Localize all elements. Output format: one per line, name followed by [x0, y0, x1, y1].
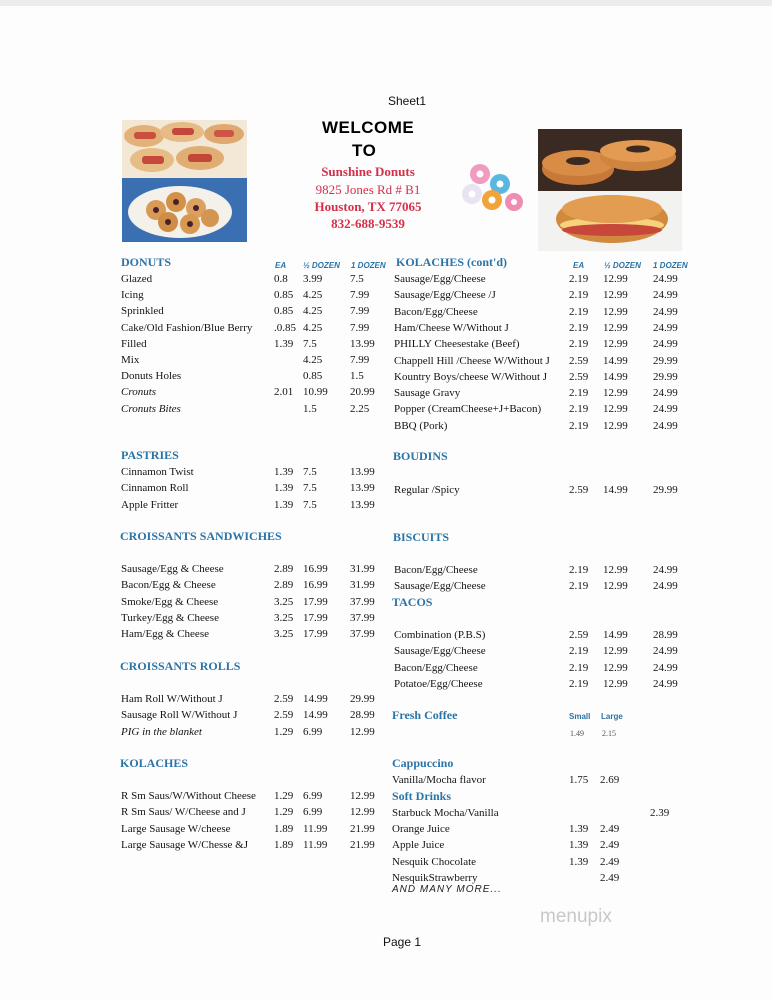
item-name: R Sm Saus/W/Without Cheese [121, 790, 256, 802]
item-price-dozen: 21.99 [350, 838, 375, 851]
item-price-half: 14.99 [603, 370, 628, 383]
item-name: PHILLY Cheesestake (Beef) [394, 338, 520, 351]
item-price-ea: 2.59 [274, 693, 294, 705]
item-price-dozen: 24.99 [653, 677, 678, 690]
coffee-large-label: Large [601, 712, 623, 721]
item-price-ea: 2.19 [569, 645, 589, 658]
col-header-half-right: ½ DOZEN [604, 261, 641, 270]
item-price-ea: 1.29 [274, 806, 294, 819]
item-price-ea: 1.39 [274, 466, 294, 478]
item-name: Sausage/Egg/Cheese [394, 273, 486, 285]
item-name: Kountry Boys/cheese W/Without J [394, 370, 548, 383]
item-price-ea: 2.01 [274, 386, 294, 399]
item-name: Cronuts Bites [121, 402, 181, 415]
item-name: Starbuck Mocha/Vanilla [392, 807, 499, 819]
item-price-dozen: 24.99 [653, 580, 678, 593]
item-name: Sausage/Egg/Cheese [394, 645, 486, 658]
item-price-half: 12.99 [603, 419, 628, 432]
item-name: Combination (P.B.S) [394, 629, 486, 641]
item-price-ea: 2.89 [274, 579, 294, 592]
to-heading: TO [352, 141, 377, 160]
item-name: Bacon/Egg/Cheese [394, 661, 478, 674]
item-name: Apple Fritter [121, 498, 179, 511]
croissant-rolls-title: CROISSANTS ROLLS [120, 659, 241, 673]
item-price-dozen: 7.99 [350, 354, 370, 366]
item-name: Sausage/Egg/Cheese /J [394, 289, 496, 302]
item-price-dozen: 12.99 [350, 806, 375, 819]
item-price-ea: 2.19 [569, 305, 589, 318]
item-price-ea: 2.59 [569, 629, 589, 641]
item-price-ea: 2.19 [569, 289, 589, 302]
item-name: Cronuts [121, 386, 157, 399]
item-price-ea: .0.85 [274, 321, 296, 334]
item-price-ea: 2.19 [569, 580, 589, 593]
item-price-half: 1.5 [303, 402, 317, 415]
item-price-dozen: 37.99 [350, 628, 375, 641]
item-price-dozen: 24.99 [653, 305, 678, 318]
item-price-half: 14.99 [303, 693, 328, 705]
item-name: Apple Juice [392, 839, 445, 852]
item-price-half: 12.99 [603, 305, 628, 318]
item-price-half: 12.99 [603, 403, 628, 416]
item-price-dozen: 12.99 [350, 790, 375, 802]
item-price-dozen: 24.99 [653, 289, 678, 302]
coffee-large-price: 2.15 [602, 729, 616, 738]
item-price-half: 6.99 [303, 725, 323, 738]
item-price-dozen: 24.99 [653, 403, 678, 416]
item-price-ea: 2.59 [569, 484, 589, 496]
cappuccino-title: Cappuccino [392, 756, 454, 770]
item-name: Ham/Cheese W/Without J [394, 321, 509, 334]
item-name: Smoke/Egg & Cheese [121, 595, 219, 608]
item-name: Bacon/Egg & Cheese [121, 579, 216, 592]
item-price-half: 17.99 [303, 595, 328, 608]
item-price-half: 12.99 [603, 321, 628, 334]
item-price-half: 14.99 [603, 484, 628, 496]
welcome-heading: WELCOME [322, 118, 415, 137]
item-price-dozen: 7.99 [350, 289, 370, 302]
item-name: Glazed [121, 273, 153, 285]
item-price-half: 10.99 [303, 386, 328, 399]
item-price-dozen: 24.99 [653, 661, 678, 674]
page-number: Page 1 [383, 935, 422, 949]
item-price-half: 4.25 [303, 354, 323, 366]
item-price-ea: 2.19 [569, 403, 589, 416]
item-price-half: 7.5 [303, 482, 317, 495]
item-price-large: 2.49 [600, 839, 620, 852]
item-price-dozen: 13.99 [350, 482, 375, 495]
sheet-title: Sheet1 [388, 94, 427, 108]
item-price-dozen: 29.99 [653, 484, 678, 496]
item-price-half: 6.99 [303, 790, 323, 802]
item-price-ea: 2.19 [569, 419, 589, 432]
item-price-half: 7.5 [303, 466, 317, 478]
item-price-half: 7.5 [303, 337, 317, 350]
item-price-dozen: 24.99 [653, 338, 678, 351]
item-price-dozen: 20.99 [350, 386, 375, 399]
item-price-ea: 1.89 [274, 822, 294, 835]
item-price-dozen: 29.99 [350, 693, 375, 705]
biscuits-title: BISCUITS [393, 530, 450, 544]
item-price-ea: 1.39 [274, 337, 294, 350]
item-price-dozen: 31.99 [350, 579, 375, 592]
col-header-half-left: ½ DOZEN [303, 261, 340, 270]
item-price-half: 14.99 [603, 629, 628, 641]
item-price-small: 1.39 [569, 855, 589, 868]
item-price-dozen: 28.99 [350, 709, 375, 722]
item-price-dozen: 7.5 [350, 273, 364, 285]
item-name: Filled [121, 337, 147, 350]
item-price-large: 2.49 [600, 855, 620, 868]
item-price-ea: 2.19 [569, 661, 589, 674]
boudins-title: BOUDINS [393, 449, 448, 463]
soft-drinks-title: Soft Drinks [392, 789, 452, 803]
coffee-small-price: 1.49 [570, 729, 584, 738]
item-price-half: 12.99 [603, 387, 628, 400]
pastries-title: PASTRIES [121, 448, 179, 462]
business-name: Sunshine Donuts [321, 164, 415, 179]
item-name: Sausage Gravy [394, 387, 461, 400]
item-price-dozen: 31.99 [350, 563, 375, 575]
item-price-half: 4.25 [303, 305, 323, 318]
item-price-half: 11.99 [303, 838, 328, 851]
item-price-dozen: 13.99 [350, 337, 375, 350]
item-name: NesquikStrawberry [392, 871, 478, 884]
item-name: Cinnamon Roll [121, 482, 189, 495]
phone-number: 832-688-9539 [331, 216, 405, 231]
item-price-half: 4.25 [303, 321, 323, 334]
item-price-dozen: 24.99 [653, 645, 678, 658]
item-name: Bacon/Egg/Cheese [394, 564, 478, 576]
col-header-ea-left: EA [275, 261, 287, 270]
item-price-ea: 2.19 [569, 677, 589, 690]
fresh-coffee-title: Fresh Coffee [392, 708, 458, 722]
item-price-ea: 2.59 [569, 354, 589, 367]
item-price-dozen: 24.99 [653, 321, 678, 334]
item-price-ea: 0.8 [274, 273, 288, 285]
item-price-large: 2.49 [600, 871, 620, 884]
col-header-dozen-right: 1 DOZEN [653, 261, 688, 270]
cappuccino-small-price: 1.75 [569, 774, 589, 786]
item-price-half: 4.25 [303, 289, 323, 302]
item-name: Large Sausage W/cheese [121, 822, 231, 835]
item-price-ea: 2.19 [569, 273, 589, 285]
item-price-dozen: 21.99 [350, 822, 375, 835]
item-price-half: 12.99 [603, 661, 628, 674]
item-price-half: 12.99 [603, 564, 628, 576]
item-price-half: 12.99 [603, 273, 628, 285]
item-name: BBQ (Pork) [394, 419, 448, 432]
item-name: Nesquik Chocolate [392, 855, 477, 868]
item-name: Turkey/Egg & Cheese [121, 611, 219, 624]
item-price-half: 17.99 [303, 611, 328, 624]
item-price-small: 1.39 [569, 823, 589, 836]
item-price-half: 3.99 [303, 273, 323, 285]
item-price-dozen: 28.99 [653, 629, 678, 641]
item-name: Cake/Old Fashion/Blue Berry [121, 321, 253, 334]
item-price-half: 12.99 [603, 645, 628, 658]
item-price-ea: 1.29 [274, 790, 294, 802]
item-price-ea: 1.39 [274, 498, 294, 511]
item-price-dozen: 29.99 [653, 370, 678, 383]
donuts-title: DONUTS [121, 255, 172, 269]
item-price-dozen: 7.99 [350, 305, 370, 318]
item-price-dozen: 1.5 [350, 370, 364, 383]
item-name: Ham/Egg & Cheese [121, 628, 209, 641]
item-price-half: 12.99 [603, 580, 628, 593]
item-name: PIG in the blanket [121, 725, 202, 738]
item-price-ea: 3.25 [274, 628, 294, 641]
item-price-ea: 2.19 [569, 321, 589, 334]
item-name: Large Sausage W/Chesse &J [121, 838, 248, 851]
item-price-dozen: 24.99 [653, 419, 678, 432]
kolaches-title: KOLACHES [120, 756, 189, 770]
item-name: R Sm Saus/ W/Cheese and J [121, 806, 246, 819]
address-line-1: 9825 Jones Rd # B1 [315, 182, 421, 197]
item-price-dozen: 13.99 [350, 498, 375, 511]
item-price-ea: 2.19 [569, 387, 589, 400]
item-price-ea: 3.25 [274, 611, 294, 624]
item-price-dozen: 29.99 [653, 354, 678, 367]
item-price-half: 14.99 [303, 709, 328, 722]
item-price-dozen: 2.25 [350, 402, 370, 415]
item-price-ea: 2.19 [569, 564, 589, 576]
item-price-ea: 0.85 [274, 289, 294, 302]
item-price-half: 0.85 [303, 370, 323, 383]
item-price-half: 11.99 [303, 822, 328, 835]
item-name: Ham Roll W/Without J [121, 693, 223, 705]
item-price-extra: 2.39 [650, 807, 670, 819]
item-price-ea: 1.39 [274, 482, 294, 495]
item-name: Sausage Roll W/Without J [121, 709, 238, 722]
item-price-dozen: 37.99 [350, 611, 375, 624]
item-price-dozen: 24.99 [653, 564, 678, 576]
item-price-dozen: 24.99 [653, 387, 678, 400]
item-price-dozen: 7.99 [350, 321, 370, 334]
item-price-ea: 2.59 [569, 370, 589, 383]
item-price-dozen: 12.99 [350, 725, 375, 738]
item-price-half: 12.99 [603, 677, 628, 690]
item-price-small: 1.39 [569, 839, 589, 852]
col-header-ea-right: EA [573, 261, 585, 270]
kolaches-cont-title: KOLACHES (cont'd) [396, 255, 508, 269]
address-line-2: Houston, TX 77065 [314, 199, 422, 214]
and-many-more-note: AND MANY MORE... [392, 884, 502, 895]
item-name: Regular /Spicy [394, 484, 460, 496]
item-name: Potatoe/Egg/Cheese [394, 677, 483, 690]
col-header-dozen-left: 1 DOZEN [351, 261, 386, 270]
item-price-dozen: 24.99 [653, 273, 678, 285]
cappuccino-item: Vanilla/Mocha flavor [392, 774, 486, 786]
item-price-half: 16.99 [303, 563, 328, 575]
item-price-half: 14.99 [603, 354, 628, 367]
item-price-ea: 2.89 [274, 563, 294, 575]
coffee-small-label: Small [569, 712, 591, 721]
item-price-half: 16.99 [303, 579, 328, 592]
item-price-large: 2.49 [600, 823, 620, 836]
item-name: Sausage/Egg & Cheese [121, 563, 224, 575]
pastries-photo [122, 120, 247, 242]
item-price-ea: 2.59 [274, 709, 294, 722]
item-name: Icing [121, 289, 144, 302]
item-price-dozen: 37.99 [350, 595, 375, 608]
item-name: Bacon/Egg/Cheese [394, 305, 478, 318]
item-name: Cinnamon Twist [121, 466, 194, 478]
cappuccino-large-price: 2.69 [600, 774, 620, 786]
cronut-sandwich-photo [538, 129, 682, 251]
item-price-dozen: 13.99 [350, 466, 375, 478]
item-name: Chappell Hill /Cheese W/Without J [394, 354, 550, 367]
item-price-ea: 1.89 [274, 838, 294, 851]
item-name: Mix [121, 354, 140, 366]
item-name: Donuts Holes [121, 370, 182, 383]
menupix-watermark: menupix [540, 906, 612, 927]
item-name: Sausage/Egg/Cheese [394, 580, 486, 593]
item-price-ea: 2.19 [569, 338, 589, 351]
item-name: Orange Juice [392, 823, 450, 836]
item-price-ea: 0.85 [274, 305, 294, 318]
item-price-half: 7.5 [303, 498, 317, 511]
item-name: Sprinkled [121, 305, 164, 318]
tacos-title: TACOS [392, 595, 433, 609]
item-name: Popper (CreamCheese+J+Bacon) [394, 403, 542, 416]
item-price-ea: 3.25 [274, 595, 294, 608]
item-price-half: 12.99 [603, 338, 628, 351]
item-price-ea: 1.29 [274, 725, 294, 738]
item-price-half: 17.99 [303, 628, 328, 641]
donuts-cluster-photo [458, 162, 528, 214]
item-price-half: 12.99 [603, 289, 628, 302]
croissant-sandwiches-title: CROISSANTS SANDWICHES [120, 529, 282, 543]
item-price-half: 6.99 [303, 806, 323, 819]
